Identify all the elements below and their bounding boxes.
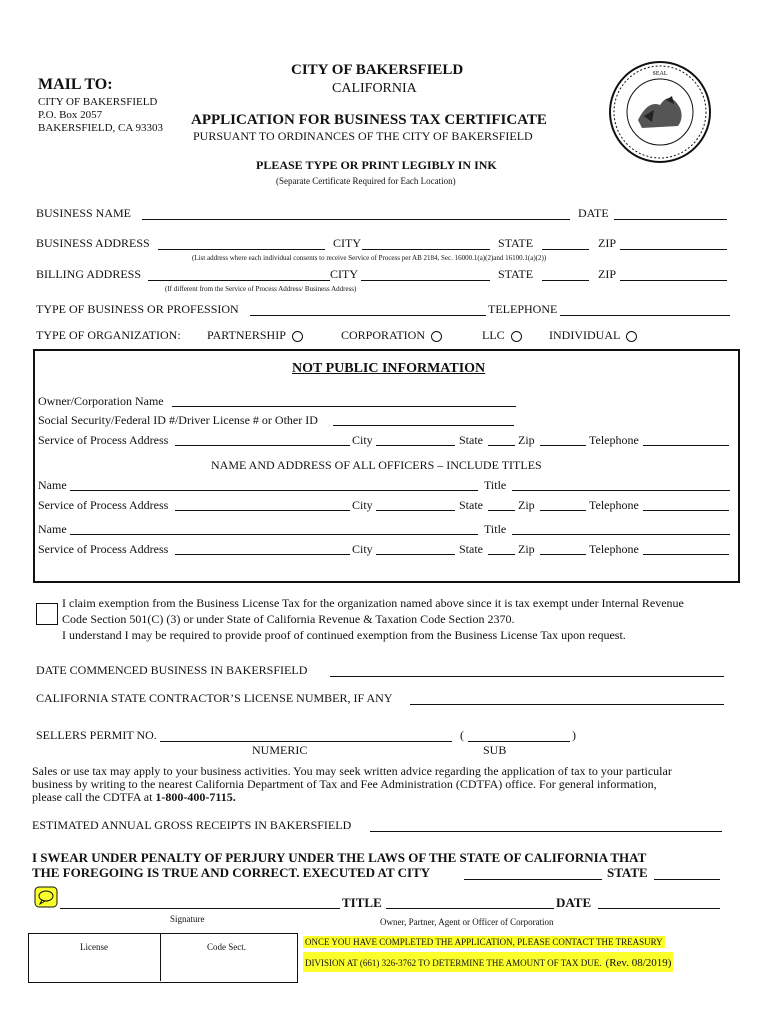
sales-tax-info	[32, 765, 672, 804]
contractor-input[interactable]	[410, 704, 724, 705]
org-partnership-label: PARTNERSHIP	[207, 328, 286, 342]
officer2-city-label: City	[352, 542, 373, 556]
type-of-business-label: TYPE OF BUSINESS OR PROFESSION	[36, 302, 239, 316]
sop-state-input[interactable]	[488, 445, 515, 446]
telephone-input[interactable]	[560, 315, 730, 316]
revision-date: (Rev. 08/2019)	[605, 957, 672, 969]
officer2-state-input[interactable]	[488, 554, 515, 555]
state-title: CALIFORNIA	[332, 81, 417, 96]
officer2-city-input[interactable]	[376, 554, 455, 555]
officer2-zip-input[interactable]	[540, 554, 586, 555]
sop-label: Service of Process Address	[38, 433, 169, 447]
id-input[interactable]	[333, 425, 514, 426]
oath-state-label: STATE	[607, 865, 648, 880]
comment-sign-icon[interactable]	[34, 886, 58, 908]
officer2-title-label: Title	[484, 522, 507, 536]
officer2-sop-input[interactable]	[175, 554, 350, 555]
date-input[interactable]	[614, 219, 727, 220]
sales-line1: Sales or use tax may apply to your business activities. You may seek written advice regarding the application of tax to your particular	[32, 764, 672, 778]
notice-line1: ONCE YOU HAVE COMPLETED THE APPLICATION, PLEASE CONTACT THE TREASURY	[305, 937, 663, 947]
org-corporation-label: CORPORATION	[341, 328, 426, 342]
sop-telephone-input[interactable]	[643, 445, 729, 446]
officer2-telephone-label: Telephone	[589, 542, 639, 556]
officer2-title-input[interactable]	[512, 534, 730, 535]
instruction-note: (Separate Certificate Required for Each Location)	[276, 176, 456, 186]
billing-address-input[interactable]	[148, 280, 330, 281]
officer1-title-input[interactable]	[512, 490, 730, 491]
sub-label: SUB	[483, 743, 507, 757]
officer1-zip-label: Zip	[518, 498, 535, 512]
sop-zip-label: Zip	[518, 433, 535, 447]
type-of-business-input[interactable]	[250, 315, 486, 316]
officer1-city-input[interactable]	[376, 510, 455, 511]
billing-zip-label: ZIP	[598, 267, 616, 281]
mail-line2: P.O. Box 2057	[38, 109, 103, 121]
officer1-telephone-label: Telephone	[589, 498, 639, 512]
date-commenced-input[interactable]	[330, 676, 724, 677]
sop-zip-input[interactable]	[540, 445, 586, 446]
id-label: Social Security/Federal ID #/Driver License # or Other ID	[38, 413, 318, 427]
officer1-title-label: Title	[484, 478, 507, 492]
billing-zip-input[interactable]	[620, 280, 727, 281]
form-title: APPLICATION FOR BUSINESS TAX CERTIFICATE	[191, 112, 547, 128]
office-use-divider	[160, 933, 161, 981]
sales-line3-text: please call the CDTFA at	[32, 790, 153, 804]
state-label: STATE	[498, 236, 534, 250]
officer1-state-label: State	[459, 498, 483, 512]
contractor-label: CALIFORNIA STATE CONTRACTOR’S LICENSE NUMBER, IF ANY	[36, 691, 393, 705]
instruction: PLEASE TYPE OR PRINT LEGIBLY IN INK	[256, 158, 497, 172]
office-use-box	[28, 933, 298, 983]
sop-telephone-label: Telephone	[589, 433, 639, 447]
signature-caption: Signature	[170, 914, 205, 924]
business-address-label: BUSINESS ADDRESS	[36, 236, 150, 250]
officer1-sop-input[interactable]	[175, 510, 350, 511]
officer2-telephone-input[interactable]	[643, 554, 729, 555]
owner-label: Owner/Corporation Name	[38, 394, 164, 408]
org-llc[interactable]	[482, 328, 522, 343]
exemption-line2: Code Section 501(C) (3) or under State of California Revenue & Taxation Code Section 2370.	[62, 612, 515, 626]
date-signed-input[interactable]	[598, 908, 720, 909]
date-label: DATE	[578, 206, 609, 220]
officer1-city-label: City	[352, 498, 373, 512]
billing-note: (If different from the Service of Process Address/ Business Address)	[165, 285, 357, 293]
numeric-label: NUMERIC	[252, 743, 308, 757]
title-label: TITLE	[342, 895, 382, 910]
notice-line2	[303, 952, 673, 972]
sales-line3	[32, 791, 672, 804]
city-seal-icon	[608, 60, 712, 164]
gross-receipts-label: ESTIMATED ANNUAL GROSS RECEIPTS IN BAKERSFIELD	[32, 818, 352, 832]
owner-input[interactable]	[172, 406, 516, 407]
sop-city-input[interactable]	[376, 445, 455, 446]
business-name-input[interactable]	[142, 219, 570, 220]
not-public-heading: NOT PUBLIC INFORMATION	[292, 361, 486, 376]
city-title: CITY OF BAKERSFIELD	[291, 62, 464, 78]
officer1-telephone-input[interactable]	[643, 510, 729, 511]
llc-radio-icon[interactable]	[511, 331, 522, 342]
oath-line1: I SWEAR UNDER PENALTY OF PERJURY UNDER THE LAWS OF THE STATE OF CALIFORNIA THAT	[32, 850, 647, 865]
officer2-name-input[interactable]	[70, 534, 478, 535]
billing-state-label: STATE	[498, 267, 534, 281]
executed-state-input[interactable]	[654, 879, 720, 880]
telephone-label: TELEPHONE	[488, 302, 558, 316]
sellers-permit-numeric-input[interactable]	[160, 741, 452, 742]
date-signed-label: DATE	[556, 895, 592, 910]
org-llc-label: LLC	[482, 328, 505, 342]
form-subtitle: PURSUANT TO ORDINANCES OF THE CITY OF BAKERSFIELD	[193, 129, 533, 143]
gross-receipts-input[interactable]	[370, 831, 722, 832]
billing-city-label: CITY	[330, 267, 358, 281]
officer2-name-label: Name	[38, 522, 67, 536]
exemption-checkbox[interactable]	[36, 603, 58, 625]
exemption-text	[62, 595, 684, 643]
signature-input[interactable]	[60, 908, 340, 909]
date-commenced-label: DATE COMMENCED BUSINESS IN BAKERSFIELD	[36, 663, 308, 677]
sub-close-paren: )	[572, 728, 576, 742]
billing-city-input[interactable]	[361, 280, 490, 281]
officers-heading: NAME AND ADDRESS OF ALL OFFICERS – INCLUDE TITLES	[211, 458, 542, 472]
cdtfa-phone: 1-800-400-7115.	[155, 790, 236, 804]
mail-line3: BAKERSFIELD, CA 93303	[38, 122, 163, 134]
code-sect-label: Code Sect.	[207, 942, 246, 952]
officer2-sop-label: Service of Process Address	[38, 542, 169, 556]
officer2-zip-label: Zip	[518, 542, 535, 556]
officer1-name-input[interactable]	[70, 490, 478, 491]
officer1-zip-input[interactable]	[540, 510, 586, 511]
org-partnership[interactable]	[207, 328, 303, 343]
sop-state-label: State	[459, 433, 483, 447]
mail-line1: CITY OF BAKERSFIELD	[38, 96, 158, 108]
license-label: License	[80, 942, 108, 952]
business-address-input[interactable]	[158, 249, 325, 250]
city-label: CITY	[333, 236, 361, 250]
corporation-radio-icon[interactable]	[431, 331, 442, 342]
type-of-org-label: TYPE OF ORGANIZATION:	[36, 328, 181, 342]
mail-address	[38, 96, 163, 135]
officer1-state-input[interactable]	[488, 510, 515, 511]
mail-to-heading: MAIL TO:	[38, 76, 113, 93]
sales-line2: business by writing to the nearest California Department of Tax and Fee Administration (CDTFA) office. For general information,	[32, 777, 657, 791]
state-input[interactable]	[542, 249, 589, 250]
individual-radio-icon[interactable]	[626, 331, 637, 342]
owner-caption: Owner, Partner, Agent or Officer of Corporation	[380, 917, 554, 927]
title-input[interactable]	[386, 908, 554, 909]
sellers-permit-label: SELLERS PERMIT NO.	[36, 728, 157, 742]
officer1-sop-label: Service of Process Address	[38, 498, 169, 512]
zip-label: ZIP	[598, 236, 616, 250]
address-note: (List address where each individual consents to receive Service of Process per AB 2184, Sec. 16000.1(a)(2)and 16100.1(a)(2))	[192, 254, 547, 262]
sop-input[interactable]	[175, 445, 350, 446]
org-individual[interactable]	[549, 328, 637, 343]
svg-text:SEAL: SEAL	[652, 71, 668, 77]
city-input[interactable]	[362, 249, 490, 250]
sub-open-paren: (	[460, 728, 464, 742]
org-individual-label: INDIVIDUAL	[549, 328, 621, 342]
business-name-label: BUSINESS NAME	[36, 206, 132, 220]
officer2-state-label: State	[459, 542, 483, 556]
org-corporation[interactable]	[341, 328, 442, 343]
notice-line2-text: DIVISION AT (661) 326-3762 TO DETERMINE THE AMOUNT OF TAX DUE.	[305, 958, 602, 968]
officer1-name-label: Name	[38, 478, 67, 492]
billing-state-input[interactable]	[542, 280, 589, 281]
zip-input[interactable]	[620, 249, 727, 250]
billing-address-label: BILLING ADDRESS	[36, 267, 142, 281]
oath-line2: THE FOREGOING IS TRUE AND CORRECT. EXECUTED AT CITY	[32, 865, 431, 880]
executed-city-input[interactable]	[464, 879, 602, 880]
sop-city-label: City	[352, 433, 373, 447]
exemption-line3: I understand I may be required to provide proof of continued exemption from the Business License Tax upon request.	[62, 628, 626, 642]
partnership-radio-icon[interactable]	[292, 331, 303, 342]
sellers-permit-sub-input[interactable]	[468, 741, 570, 742]
exemption-line1: I claim exemption from the Business License Tax for the organization named above since it is tax exempt under Internal Revenue	[62, 596, 684, 610]
